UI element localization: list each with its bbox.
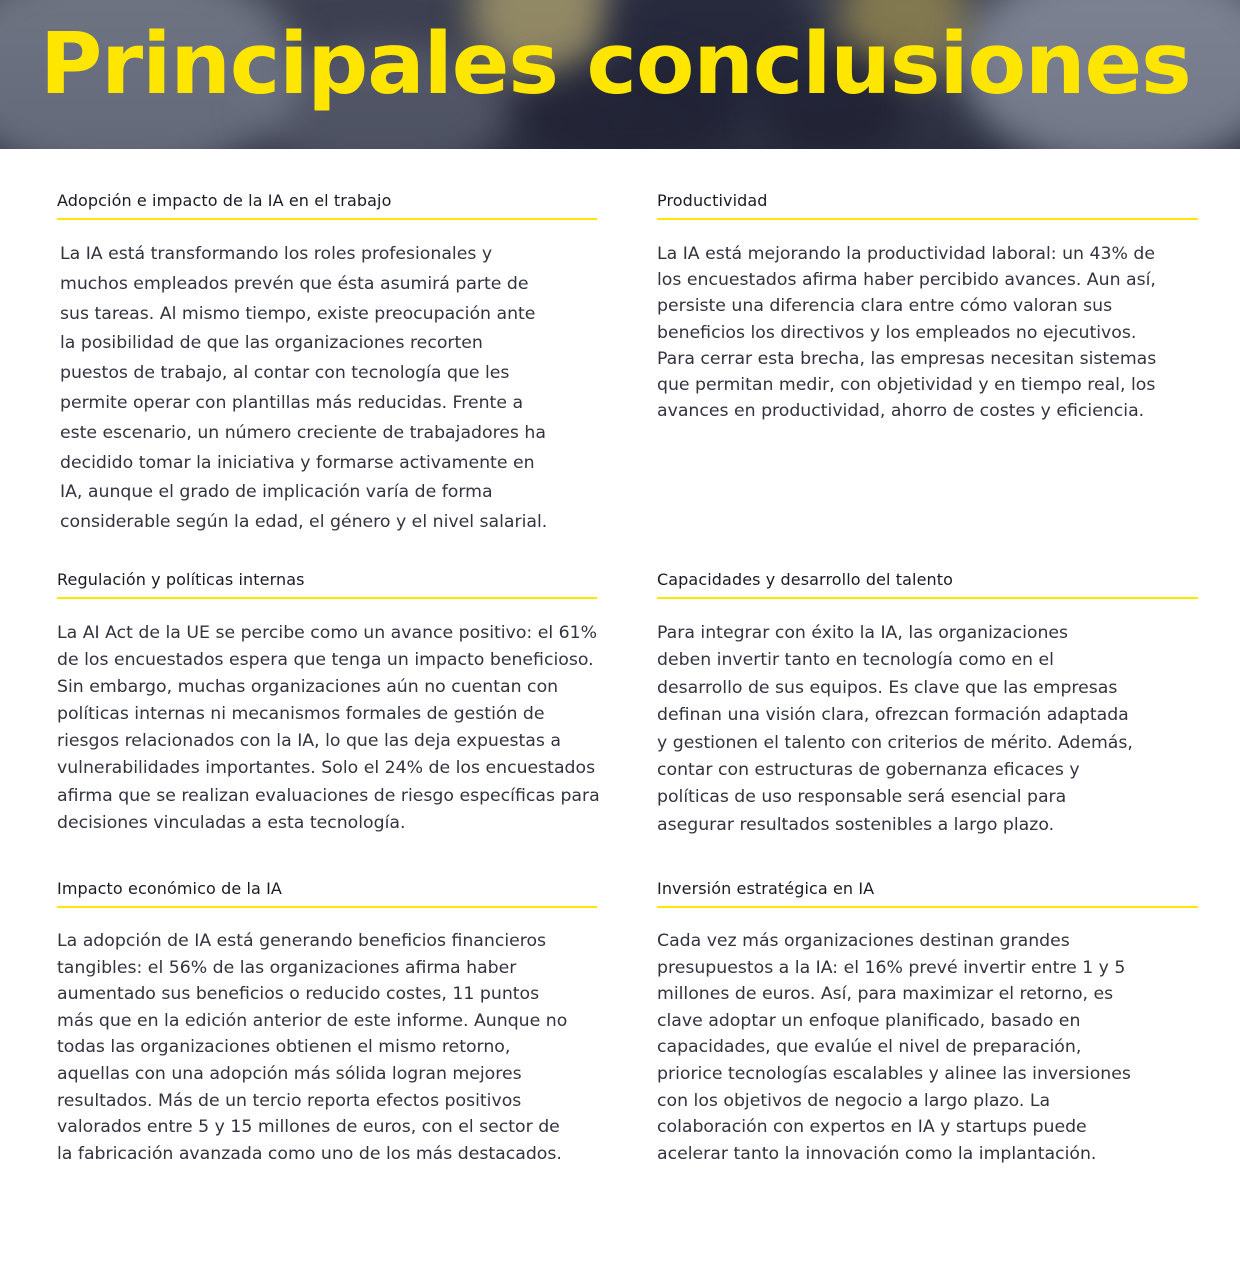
section-divider — [657, 906, 1198, 908]
section-body: La AI Act de la UE se percibe como un avance positivo: el 61% de los encuestados espera que tenga un impacto beneficioso. Sin embargo, muchas organizaciones aún no cuentan con políticas internas ni mecanismos formales de gestión de riesgos relacionados con la IA, lo que las deja expuestas a vulnerabilidades importantes. Solo el 24% de los encuestados afirma que se realizan evaluaciones de riesgo específicas para decisiones vinculadas a esta tecnología. — [57, 623, 600, 833]
section-body: La IA está mejorando la productividad laboral: un 43% de los encuestados afirma haber percibido avances. Aun así, persiste una diferencia clara entre cómo valoran sus beneficios los directivos y los empleados no ejecutivos. Para cerrar esta brecha, las empresas necesitan sistemas que permitan medir, con objetividad y en tiempo real, los avances en productividad, ahorro de costes y eficiencia. — [657, 244, 1157, 422]
section-title: Capacidades y desarrollo del talento — [657, 570, 954, 589]
section-divider — [57, 218, 597, 220]
section-capacidades — [657, 565, 1217, 839]
section-title: Inversión estratégica en IA — [657, 879, 875, 898]
section-title: Adopción e impacto de la IA en el trabajo — [57, 191, 392, 210]
section-body: La adopción de IA está generando beneficios financieros tangibles: el 56% de las organizaciones afirma haber aumentado sus beneficios o reducido costes, 11 puntos más que en la edición anterior de este informe. Aunque no todas las organizaciones obtienen el mismo retorno, aquellas con una adopción más sólida logran mejores resultados. Más de un tercio reporta efectos positivos valorados entre 5 y 15 millones de euros, con el sector de la fabricación avanzada como uno de los más destacados. — [57, 931, 568, 1164]
section-title: Productividad — [657, 191, 768, 210]
section-divider — [657, 218, 1198, 220]
section-divider — [57, 597, 597, 599]
section-adopcion — [57, 186, 617, 538]
section-divider — [657, 597, 1198, 599]
section-title: Regulación y políticas internas — [57, 570, 305, 589]
section-productividad — [657, 186, 1217, 424]
section-title: Impacto económico de la IA — [57, 879, 282, 898]
section-body: Cada vez más organizaciones destinan grandes presupuestos a la IA: el 16% prevé invertir entre 1 y 5 millones de euros. Así, para maximizar el retorno, es clave adoptar un enfoque planificado, basado en capacidades, que evalúe el nivel de preparación, priorice tecnologías escalables y alinee las inversiones con los objetivos de negocio a largo plazo. La colaboración con expertos en IA y startups puede acelerar tanto la innovación como la implantación. — [657, 931, 1131, 1164]
section-divider — [57, 906, 597, 908]
section-impacto-economico — [57, 874, 617, 1167]
section-inversion — [657, 874, 1217, 1167]
section-body: Para integrar con éxito la IA, las organizaciones deben invertir tanto en tecnología como en el desarrollo de sus equipos. Es clave que las empresas definan una visión clara, ofrezcan formación adaptada y gestionen el talento con criterios de mérito. Además, contar con estructuras de gobernanza eficaces y políticas de uso responsable será esencial para asegurar resultados sostenibles a largo plazo. — [657, 623, 1133, 835]
hero-banner — [0, 0, 1240, 149]
section-regulacion — [57, 565, 617, 837]
page-title: Principales conclusiones — [40, 15, 1191, 114]
section-body: La IA está transformando los roles profesionales y muchos empleados prevén que ésta asumirá parte de sus tareas. Al mismo tiempo, existe preocupación ante la posibilidad de que las organizaciones recorten puestos de trabajo, al contar con tecnología que les permite operar con plantillas más reducidas. Frente a este escenario, un número creciente de trabajadores ha decidido tomar la iniciativa y formarse activamente en IA, aunque el grado de implicación varía de forma considerable según la edad, el género y el nivel salarial. — [60, 244, 548, 533]
